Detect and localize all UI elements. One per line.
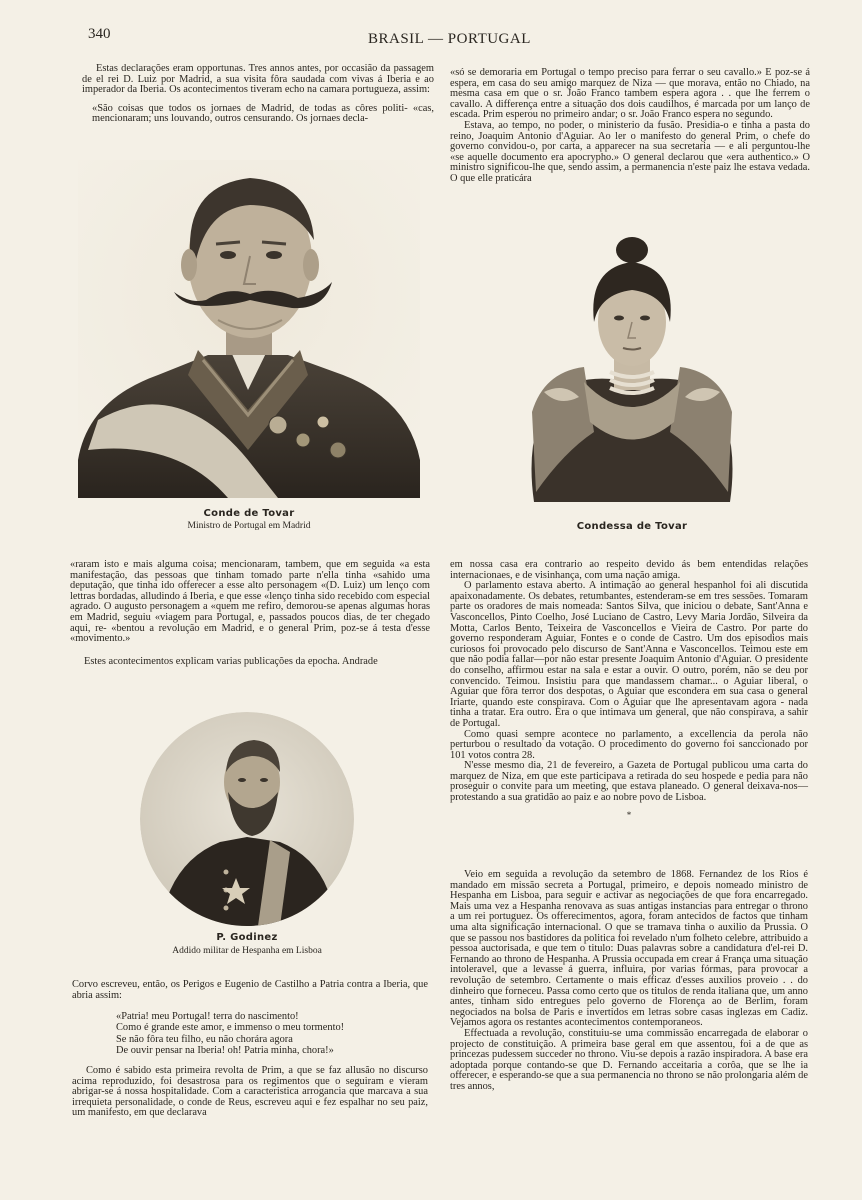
poem-verse: «Patria! meu Portugal! terra do nascimento! Como é grande este amor, e immenso o meu tormento! Se não fôra teu filho, eu não chorára agora De ouvir pensar na Iberia! oh! Patria minha, chora!» xyxy=(116,1011,345,1056)
paragraph: Corvo escreveu, então, os Perigos e Eugenio de Castilho a Patria contra a Iberia, que abria assim: xyxy=(72,979,428,1001)
paragraph: «só se demoraria em Portugal o tempo preciso para ferrar o seu cavallo.» E poz-se á espera, em casa do seu amigo marquez de Niza — que morava, então no Chiado, na mesma casa em que o sr. João Franco tambem espera agora . . que lhe ferrem o cavallo. A differença entre a situação dos dois caudilhos, é marcada por um lanço de escada. Prim esperou no primeiro andar; o sr. João Franco espera no segundo. xyxy=(450,67,810,121)
caption-godinez-name: P. Godinez xyxy=(216,932,278,943)
caption-conde-subtitle: Ministro de Portugal em Madrid xyxy=(187,521,311,531)
paragraph: Como quasi sempre acontece no parlamento, a excellencia da perola não perturbou o resultado da votação. O procedimento do governo foi sanccionado por 101 votos contra 28. xyxy=(450,728,808,761)
portrait-condessa-photo xyxy=(524,232,740,508)
section-separator: * xyxy=(626,809,632,820)
quoted-paragraph: «raram isto e mais alguma coisa; mencionaram, tambem, que em seguida «a esta manifestação, das pessoas que tinham tomado parte n'ella tinha «sahido uma deputação, que tinha ido offerecer a esse alto personagem «(D. Luiz) um lenço com lettras bordadas, alludindo á Iberia, e que esse «lenço tinha sido recebido com especial agrado. O augusto personagem a «quem me refiro, demorou-se apenas algumas horas em Madrid, seguiu «viagem para Portugal, e, passados poucos dias, de ter chegado aqui, re- «bentou a revolução em Madrid, e o general Prim, poz-se á testa d'esse «movimento.» xyxy=(70,559,430,645)
portrait-p-godinez xyxy=(140,712,354,926)
left-column-bottom xyxy=(72,980,428,1119)
right-column-top xyxy=(450,68,810,185)
portrait-condessa-de-tovar xyxy=(524,232,740,508)
caption-godinez-subtitle: Addido militar de Hespanha em Lisboa xyxy=(172,946,322,956)
left-column-middle xyxy=(70,560,430,667)
paragraph: Effectuada a revolução, constituiu-se uma commissão encarregada de elaborar o projecto de constituição. A primeira base geral em que assentou, foi a de que as princezas pudessem succeder no throno. Viu-se depois a razão inspiradora. A base era adoptada porque contando-se que D. Fernando acceitaria a corôa, que se lhe ia offerecer, e esperando-se que a sua permanencia no throno se não prolongaria além de tres annos, xyxy=(450,1027,808,1092)
portrait-conde-de-tovar xyxy=(78,160,420,498)
paragraph: Veio em seguida a revolução da setembro de 1868. Fernandez de los Rios é mandado em missão secreta a Portugal, primeiro, e depois nomeado ministro de Hespanha em Lisboa, para seguir e activar as negociações de que fora encarregado. Mais uma vez a Hespanha renovava as suas antigas instancias para entregar o throno a um rei portuguez. Os offerecimentos, agora, foram antecidos de factos que tinham uma alta significação internacional. O que se tramava tinha o auxilio da Prussia. O que se passou nos bastidores da politica foi revelado n'um folheto celebre, attribuido a pessoa auctorisada, e que tem o titulo: Duas palavras sobre a candidatura d'el-rei D. Fernando ao throno de Hespanha. A Prussia occupada em crear á França uma situação intoleravel, que a levasse á guerra, influira, por varias fórmas, para provocar a revolução de setembro. Certamente o mais efficaz d'esses auxilios proveio . . do dinheiro que forneceu. Passa como certo que os titulos de renda italiana que, um anno antes, tinham sido entregues pelo governo de Florença ao de Berlim, foram negociados na bolsa de Paris e invertidos em letras sobre casas inglezas em Cadiz. Vejamos agora os restantes acontecimentos contemporaneos. xyxy=(450,869,808,1029)
left-column-top xyxy=(82,64,434,133)
paragraph: em nossa casa era contrario ao respeito devido ás bem entendidas relações internacionaes, e de visinhança, com uma nação amiga. xyxy=(450,559,808,581)
portrait-conde-photo xyxy=(78,160,420,498)
paragraph: Estava, ao tempo, no poder, o ministerio da fusão. Presidia-o e tinha a pasta do reino, Joaquim Antonio d'Aguiar. Ao ler o manifesto do general Prim, o chefe do governo convidou-o, por carta, a apparecer na sua secretaria — e ali perguntou-lhe «se aquelle documento era apocrypho.» O general declarou que «era authentico.» O ministro significou-lhe que, sendo assim, a permanencia n'este paiz lhe estava vedada. O que elle praticára xyxy=(450,119,810,184)
page-number: 340 xyxy=(88,26,111,42)
paragraph: Estas declarações eram opportunas. Tres annos antes, por occasião da passagem de el rei D. Luiz por Madrid, a sua visita fôra saudada com vivas á Iberia e ao imperador da Iberia. Os acontecimentos tiveram echo na camara portugueza, assim: xyxy=(82,63,434,96)
quoted-paragraph: «São coisas que todos os jornaes de Madrid, de todas as côres politi- «cas, mencionaram; uns louvando, outros censurando. Os jornaes decla- xyxy=(92,102,434,125)
paragraph: N'esse mesmo dia, 21 de fevereiro, a Gazeta de Portugal publicou uma carta do marquez de Niza, em que este participava a retirada do seu hospede e pedia para não proseguir o convite para um meeting, que estava planeado. O general deixava-nos—protestando a sua gratidão ao paiz e ao nobre povo de Lisboa. xyxy=(450,760,808,804)
caption-conde-name: Conde de Tovar xyxy=(203,508,295,519)
portrait-godinez-photo xyxy=(140,712,354,926)
paragraph: Estes acontecimentos explicam varias publicações da epocha. Andrade xyxy=(84,655,378,667)
caption-condessa-name: Condessa de Tovar xyxy=(576,521,688,532)
running-title: BRASIL — PORTUGAL xyxy=(368,31,531,47)
paragraph: Como é sabido esta primeira revolta de Prim, a que se faz allusão no discurso acima reproduzido, foi desastrosa para os regimentos que o seguiram e vieram abrigar-se á nossa hospitalidade. Com a caracteristica arrogancia que marcava a sua irrequieta personalidade, o conde de Reus, escreveu aqui e fez espalhar no seu paiz, um manifesto, em que declarava xyxy=(72,1065,428,1119)
right-column-middle xyxy=(450,560,808,828)
right-column-bottom xyxy=(450,870,808,1092)
paragraph: O parlamento estava aberto. A intimação ao general hespanhol foi ali discutida apaixonadamente. Os debates, retumbantes, estenderam-se em tres sessões. Tomaram parte os oradores de mais nomeada: Santos Silva, que iniciou o debate, Sant'Anna e Vasconcellos, Pinto Coelho, José Luciano de Castro, Levy Maria Jordão, Silveira da Motta, Carlos Bento, Teixeira de Vasconcellos e Vieira de Castro. Por parte do governo responderam Aguiar, Fontes e o conde de Castro. Um dos episodios mais curiosos foi provocado pelo discurso de Sant'Anna e Vasconcellos. Teimou este em que não podia fallar—por não estar presente Joaquim Antonio d'Aguiar. O presidente do conselho, affirmou estar na sala e estar a ouvir. O outro, porém, não se deu por convencido. Teimou. Insistiu para que mandassem chamar... o Aguiar liberal, o Aguiar que fôra terror dos despotas, o Aguiar que escondera em sua casa o general Iriarte, quando este conspirava. Com o Aguiar que lhe apresentavam agora - nada tinha a tratar. Era outro. Era o que intimava um general, que não conspirava, a sahir de Portugal. xyxy=(450,580,808,729)
